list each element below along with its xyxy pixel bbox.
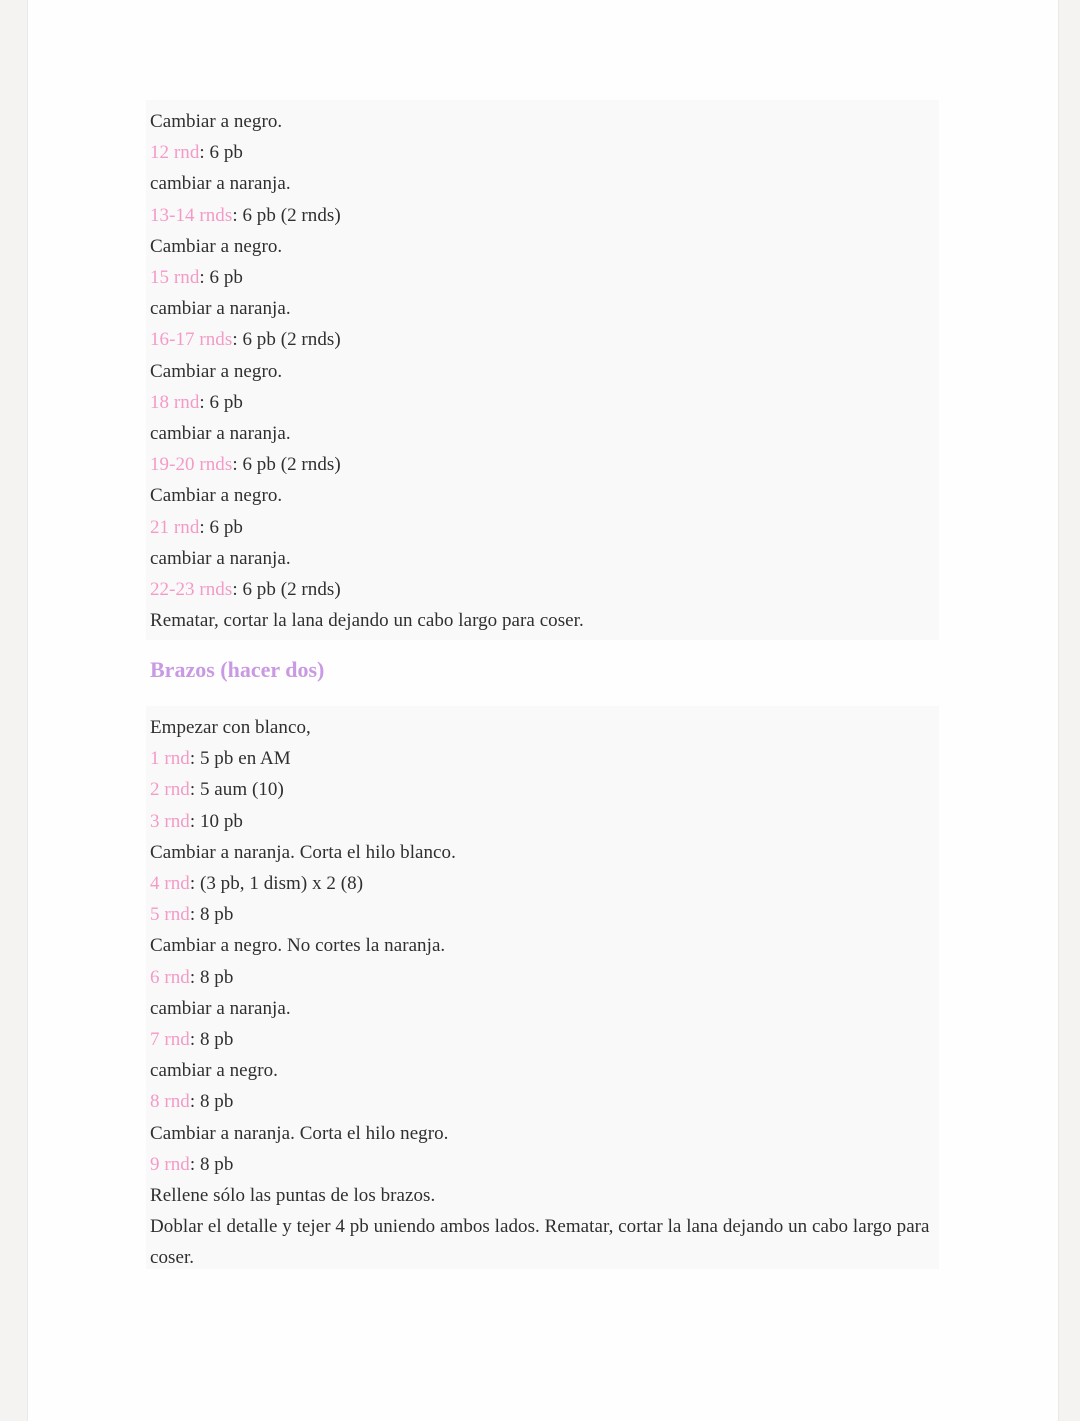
round-label: 16-17 rnds [150,329,233,351]
instruction-detail: : 6 pb [199,391,243,413]
instruction-detail: : 10 pb [189,810,243,832]
instruction-text [150,480,939,511]
instruction-detail: cambiar a naranja. [150,423,291,445]
instruction-detail: Doblar el detalle y tejer 4 pb uniendo ambos lados. Rematar, cortar la lana dejando un cabo largo para coser. [150,1216,930,1269]
instruction-text [150,1055,939,1086]
instruction-text [150,356,939,387]
instruction-detail: Rellene sólo las puntas de los brazos. [150,1185,436,1207]
instruction-text [150,543,939,574]
round-label: 18 rnd [150,391,200,413]
round-label: 12 rnd [150,142,200,164]
round-instruction [150,806,939,837]
instruction-detail: Cambiar a negro. [150,111,283,132]
round-label: 6 rnd [150,966,190,988]
instruction-detail: : 8 pb [189,1091,234,1113]
round-instruction [150,324,939,355]
pattern-block-body [146,100,939,640]
instruction-detail: cambiar a naranja. [150,298,291,320]
instruction-detail: cambiar a negro. [150,1060,278,1082]
round-label: 13-14 rnds [150,204,233,226]
instruction-detail: : 6 pb [199,516,243,538]
instruction-detail: : 5 aum (10) [189,779,284,801]
instruction-detail: cambiar a naranja. [150,997,291,1019]
instruction-text [150,605,939,636]
round-label: 8 rnd [150,1091,190,1113]
instruction-text [150,231,939,262]
instruction-detail: : (3 pb, 1 dism) x 2 (8) [189,873,364,895]
round-instruction [150,387,939,418]
instruction-detail: Cambiar a naranja. Corta el hilo blanco. [150,841,456,863]
round-instruction [150,1024,939,1055]
round-label: 15 rnd [150,267,200,289]
instruction-text [150,1118,939,1149]
round-label: 22-23 rnds [150,579,233,601]
round-instruction [150,962,939,993]
round-label: 2 rnd [150,779,190,801]
instruction-detail: : 6 pb (2 rnds) [232,329,341,351]
instruction-text [150,930,939,961]
instruction-detail: : 8 pb [189,966,234,988]
round-label: 3 rnd [150,810,190,832]
instruction-detail: Cambiar a negro. [150,360,283,382]
round-label: 4 rnd [150,873,190,895]
instruction-detail: Cambiar a negro. [150,235,283,257]
instruction-detail: Empezar con blanco, [150,717,311,738]
round-label: 9 rnd [150,1153,190,1175]
instruction-text [150,837,939,868]
instruction-text [150,293,939,324]
round-instruction [150,1149,939,1180]
instruction-detail: : 8 pb [189,904,234,926]
round-label: 19-20 rnds [150,454,233,476]
round-label: 5 rnd [150,904,190,926]
instruction-text [150,993,939,1024]
round-instruction [150,512,939,543]
document-page [27,0,1059,1421]
instruction-detail: : 8 pb [189,1153,234,1175]
pattern-block-brazos [146,706,939,1269]
round-label: 21 rnd [150,516,200,538]
instruction-detail: cambiar a naranja. [150,173,291,195]
instruction-detail: Cambiar a naranja. Corta el hilo negro. [150,1122,449,1144]
round-instruction [150,1086,939,1117]
round-instruction [150,200,939,231]
instruction-text [150,712,939,743]
round-instruction [150,743,939,774]
instruction-detail: : 6 pb (2 rnds) [232,204,341,226]
round-label: 7 rnd [150,1029,190,1051]
instruction-text [150,418,939,449]
instruction-text [150,1180,939,1211]
instruction-detail: Rematar, cortar la lana dejando un cabo largo para coser. [150,610,584,632]
instruction-detail: : 5 pb en AM [189,748,291,770]
round-instruction [150,137,939,168]
round-label: 1 rnd [150,748,190,770]
instruction-detail: : 6 pb [199,142,243,164]
section-heading-brazos: Brazos (hacer dos) [150,657,325,682]
instruction-detail: : 6 pb (2 rnds) [232,454,341,476]
round-instruction [150,899,939,930]
instruction-detail: cambiar a naranja. [150,547,291,569]
instruction-text [150,106,939,137]
round-instruction [150,868,939,899]
round-instruction [150,774,939,805]
instruction-detail: : 6 pb (2 rnds) [232,579,341,601]
instruction-detail: : 6 pb [199,267,243,289]
instruction-text [150,1211,935,1273]
instruction-text [150,168,939,199]
round-instruction [150,262,939,293]
round-instruction [150,574,939,605]
round-instruction [150,449,939,480]
instruction-detail: Cambiar a negro. [150,485,283,507]
instruction-detail: Cambiar a negro. No cortes la naranja. [150,935,446,957]
instruction-detail: : 8 pb [189,1029,234,1051]
